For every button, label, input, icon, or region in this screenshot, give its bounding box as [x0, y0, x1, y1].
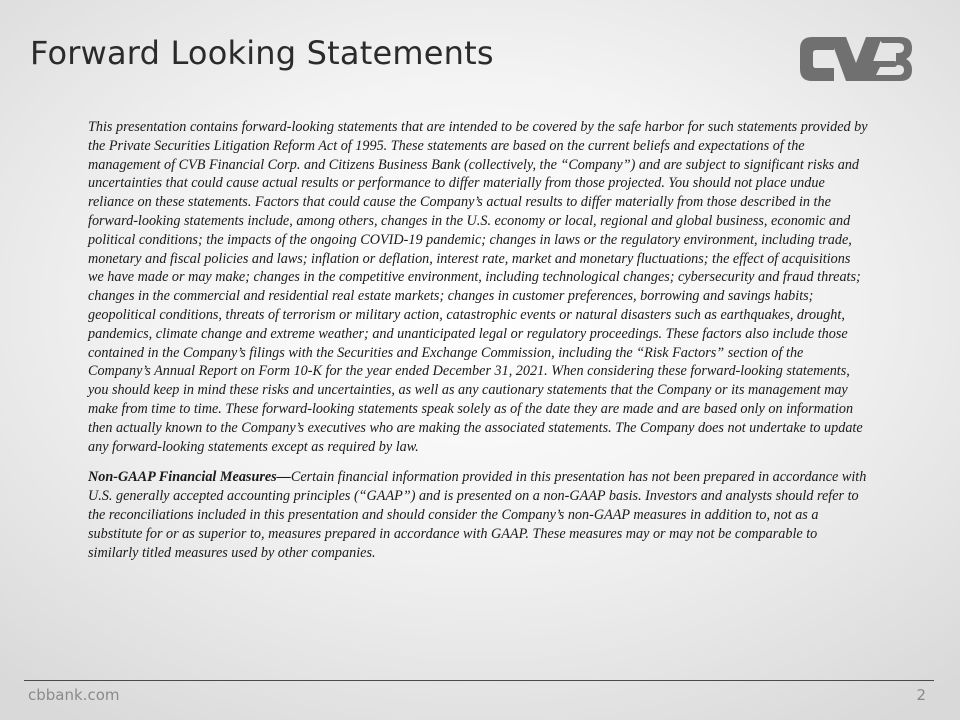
forward-looking-paragraph: This presentation contains forward-looking statements that are intended to be covered by the safe harbor for such statements provided by the Private Securities Litigation Reform Act of 1995. These statements are based on the current beliefs and expectations of the management of CVB Financial Corp. and Citizens Business Bank (collectively, the “Company”) and are subject to significant risks and uncertainties that could cause actual results or performance to differ materially from those projected. You should not place undue reliance on these statements. Factors that could cause the Company’s actual results to differ materially from those described in the forward-looking statements include, among others, changes in the U.S. economy or local, regional and global business, economic and political conditions; the impacts of the ongoing COVID-19 pandemic; changes in laws or the regulatory environment, including trade, monetary and fiscal policies and laws; inflation or deflation, interest rate, market and monetary fluctuations; the effect of acquisitions we have made or may make; changes in the competitive environment, including technological changes; cybersecurity and fraud threats; changes in the commercial and residential real estate markets; changes in customer preferences, borrowing and savings habits; geopolitical conditions, threats of terrorism or military action, catastrophic events or natural disasters such as earthquakes, drought, pandemics, climate change and extreme weather; and unanticipated legal or regulatory proceedings. These factors also include those contained in the Company’s filings with the Securities and Exchange Commission, including the “Risk Factors” section of the Company’s Annual Report on Form 10-K for the year ended December 31, 2021. When considering these forward-looking statements, you should keep in mind these risks and uncertainties, as well as any cautionary statements that the Company or its management may make from time to time. These forward-looking statements speak solely as of the date they are made and are based only on information then actually known to the Company’s executives who are making the associated statements. The Company does not undertake to update any forward-looking statements except as required by law.: [88, 119, 868, 455]
footer-url: cbbank.com: [28, 686, 120, 704]
non-gaap-text: Certain financial information provided in this presentation has not been prepared in accordance with U.S. generally accepted accounting principles (“GAAP”) and is presented on a non-GAAP basis. Investors and analysts should refer to the reconciliations included in this presentation and should consider the Company’s non-GAAP measures in addition to, not as a substitute for or as superior to, measures prepared in accordance with GAAP. These measures may or may not be comparable to similarly titled measures used by other companies.: [88, 469, 867, 561]
cvb-logo-icon: [800, 37, 912, 81]
disclaimer-body: [88, 118, 868, 574]
page-number: 2: [916, 686, 926, 704]
slide-title: Forward Looking Statements: [30, 34, 494, 72]
non-gaap-heading: Non-GAAP Financial Measures—: [88, 469, 291, 486]
footer-divider: [24, 680, 934, 681]
non-gaap-paragraph: [88, 468, 868, 562]
